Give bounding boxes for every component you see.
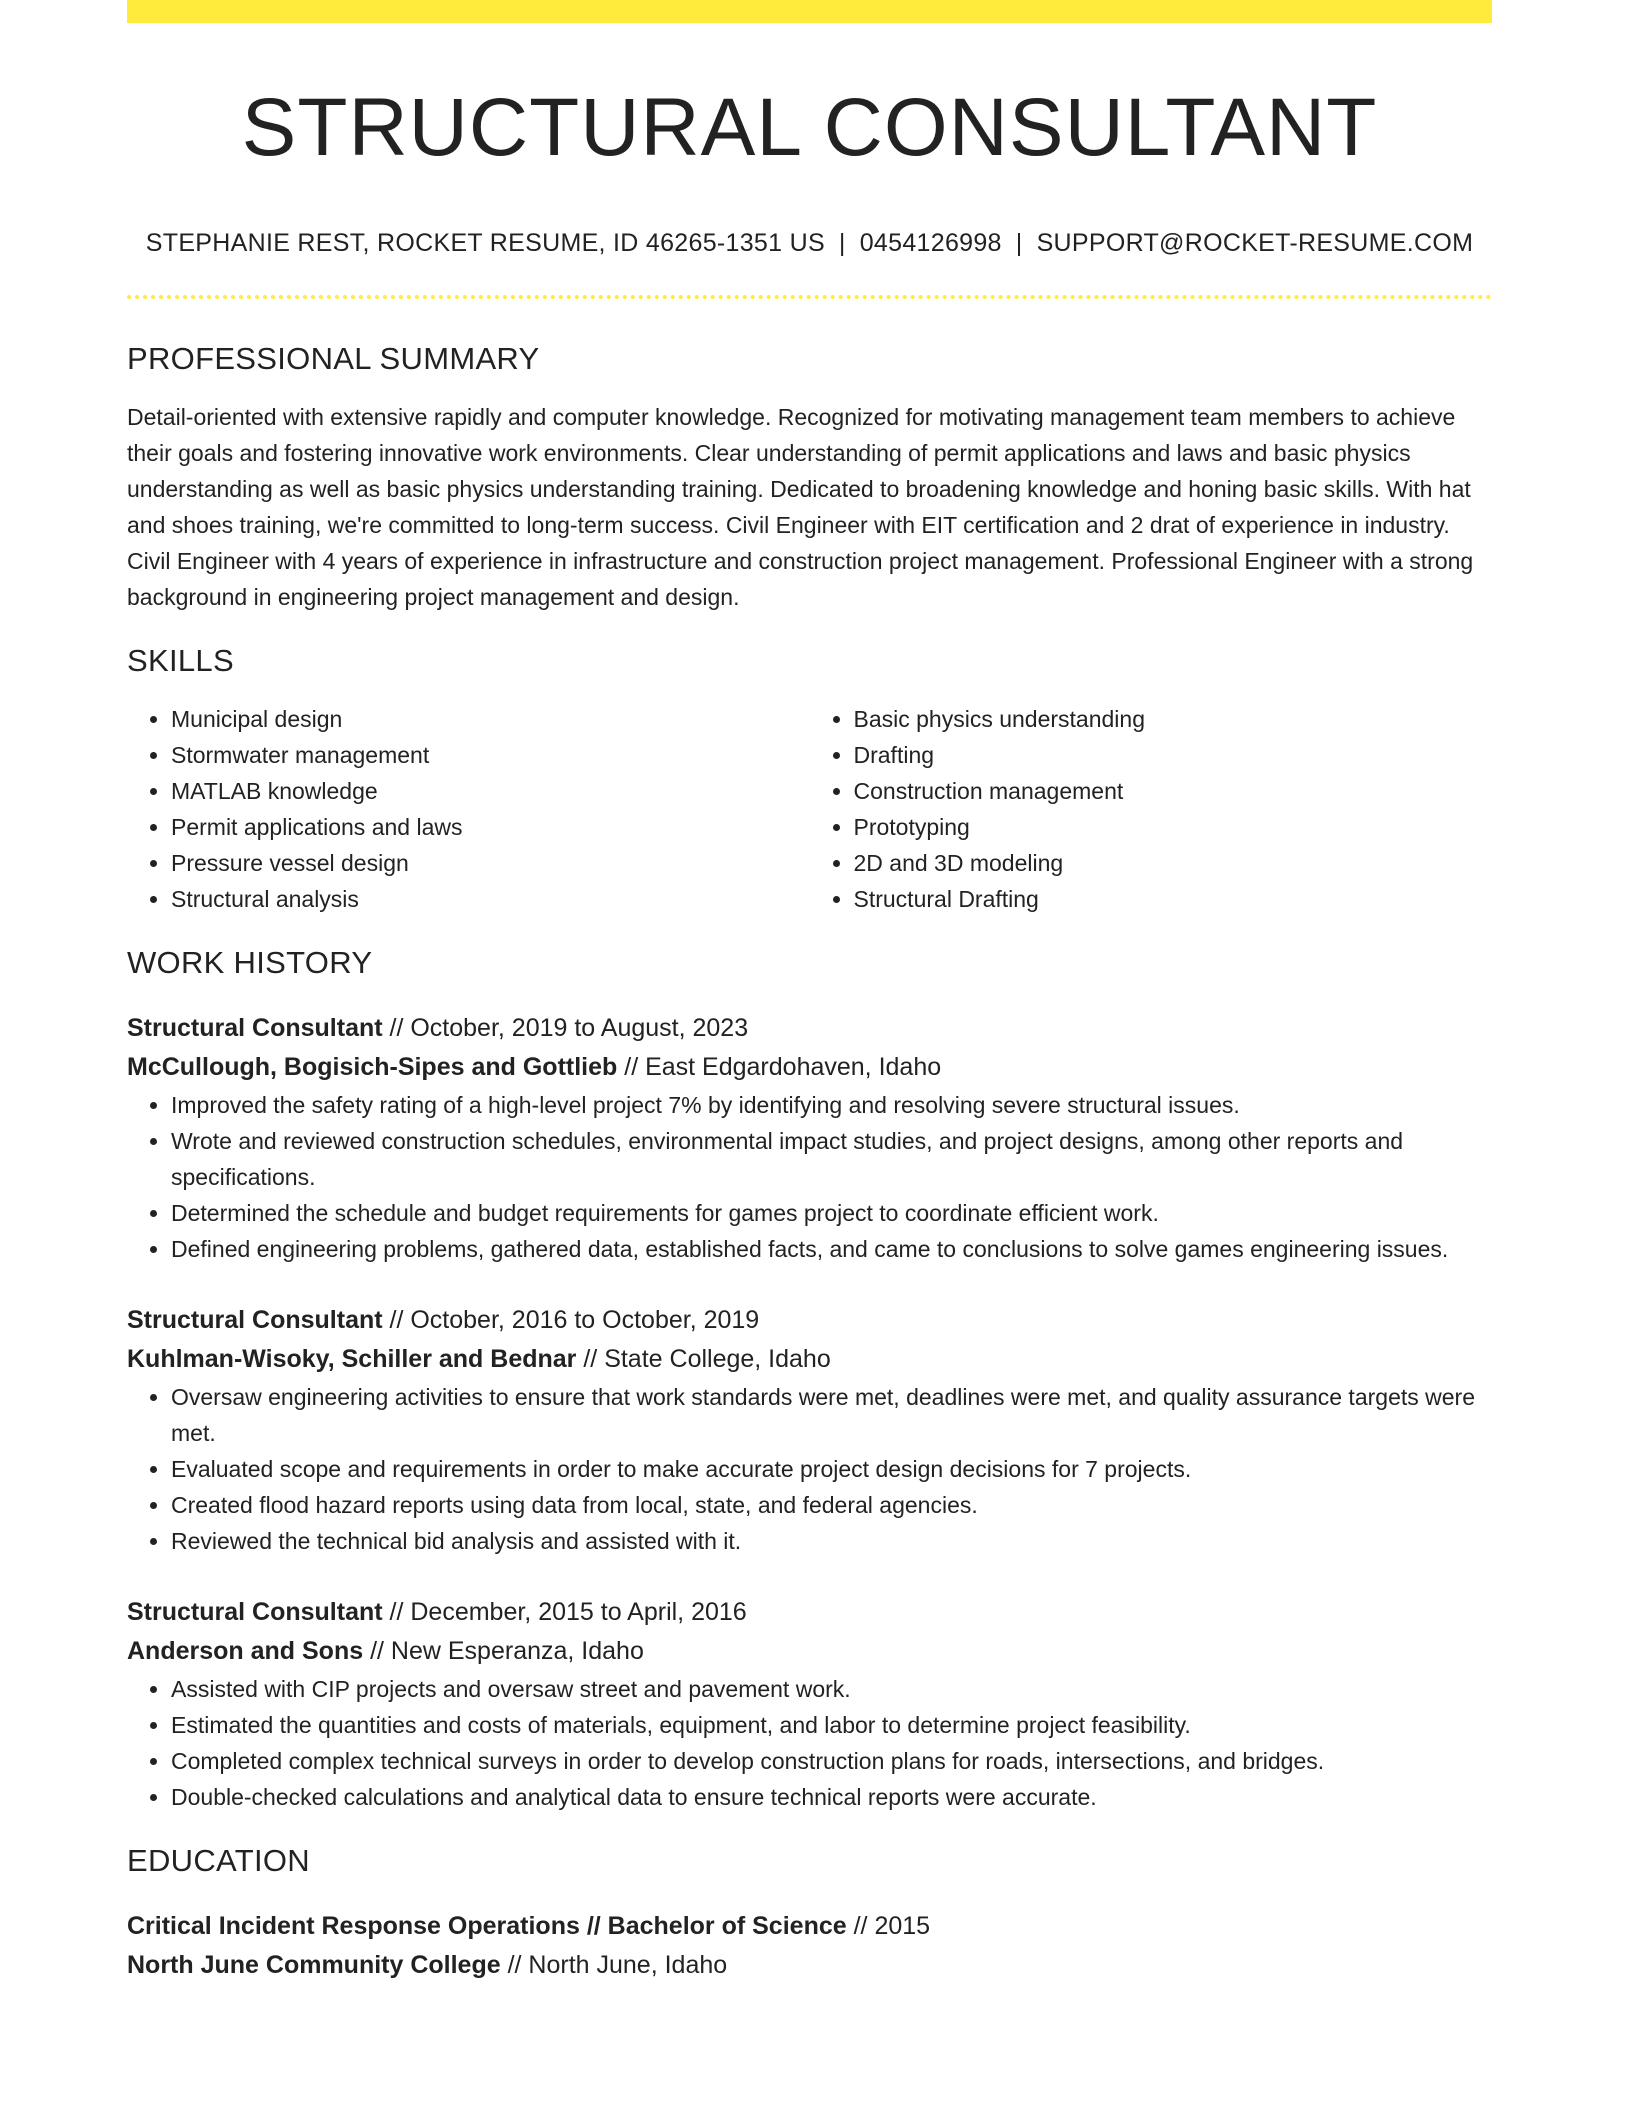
job-bullet: • Double-checked calculations and analytical data to ensure technical reports were accurate. — [171, 1779, 1492, 1815]
job-location: // New Esperanza, Idaho — [363, 1637, 644, 1665]
job-title-line — [127, 1301, 1492, 1340]
education-school-line — [127, 1946, 1492, 1985]
skills-list-right — [810, 701, 1493, 917]
skill-item: • Construction management — [854, 773, 1493, 809]
contact-phone: 0454126998 — [859, 229, 1002, 257]
job-dates: // October, 2019 to August, 2023 — [382, 1014, 749, 1042]
job-bullet: • Determined the schedule and budget requirements for games project to coordinate efficient work. — [171, 1195, 1492, 1231]
skill-item: • Permit applications and laws — [171, 809, 810, 845]
job-company-line — [127, 1340, 1492, 1379]
education-school: North June Community College — [127, 1951, 501, 1979]
skill-item: • MATLAB knowledge — [171, 773, 810, 809]
education-entry — [127, 1907, 1492, 1985]
contact-address: STEPHANIE REST, ROCKET RESUME, ID 46265-1351 US — [145, 229, 825, 257]
contact-separator: | — [838, 229, 846, 257]
job-title: Structural Consultant — [127, 1598, 383, 1626]
education-year: // 2015 — [846, 1912, 931, 1940]
summary-text: Detail-oriented with extensive rapidly and computer knowledge. Recognized for motivating management team members to achieve their goals and fostering innovative work environments. Clear understanding of permit applications and laws and basic physics understanding as well as basic physics understanding training. Dedicated to broadening knowledge and honing basic skills. With hat and shoes training, we're committed to long-term success. Civil Engineer with EIT certification and 2 drat of experience in industry. Civil Engineer with 4 years of experience in infrastructure and construction project management. Professional Engineer with a strong background in engineering project management and design. — [127, 404, 1474, 610]
education-heading: EDUCATION — [127, 1843, 310, 1878]
job-bullets — [127, 1379, 1492, 1559]
job-bullet: • Wrote and reviewed construction schedules, environmental impact studies, and project designs, among other reports and specifications. — [171, 1123, 1492, 1195]
skills-grid — [127, 701, 1492, 917]
resume-title: STRUCTURAL CONSULTANT — [241, 82, 1378, 173]
job-entry — [127, 1593, 1492, 1815]
skill-item: • 2D and 3D modeling — [854, 845, 1493, 881]
job-title-line — [127, 1593, 1492, 1632]
job-bullets — [127, 1671, 1492, 1815]
skill-item: • Structural Drafting — [854, 881, 1493, 917]
job-company-line — [127, 1048, 1492, 1087]
job-entry — [127, 1009, 1492, 1267]
skill-item: • Pressure vessel design — [171, 845, 810, 881]
education-location: // North June, Idaho — [500, 1951, 728, 1979]
job-bullet: • Reviewed the technical bid analysis and assisted with it. — [171, 1523, 1492, 1559]
job-company: Anderson and Sons — [127, 1637, 364, 1665]
skill-item: • Municipal design — [171, 701, 810, 737]
job-bullet: • Oversaw engineering activities to ensure that work standards were met, deadlines were met, and quality assurance targets were met. — [171, 1379, 1492, 1451]
contact-email: SUPPORT@ROCKET-RESUME.COM — [1036, 229, 1474, 257]
job-company: Kuhlman-Wisoky, Schiller and Bednar — [127, 1345, 577, 1373]
job-location: // East Edgardohaven, Idaho — [617, 1053, 942, 1081]
job-company: McCullough, Bogisich-Sipes and Gottlieb — [127, 1053, 618, 1081]
job-title: Structural Consultant — [127, 1306, 383, 1334]
job-bullet: • Estimated the quantities and costs of materials, equipment, and labor to determine project feasibility. — [171, 1707, 1492, 1743]
skills-heading: SKILLS — [127, 643, 234, 678]
resume-content — [127, 0, 1492, 1985]
job-company-line — [127, 1632, 1492, 1671]
contact-line — [127, 228, 1492, 258]
job-bullet: • Improved the safety rating of a high-level project 7% by identifying and resolving severe structural issues. — [171, 1087, 1492, 1123]
job-location: // State College, Idaho — [576, 1345, 831, 1373]
education-degree-line — [127, 1907, 1492, 1946]
job-bullets — [127, 1087, 1492, 1267]
job-bullet: • Completed complex technical surveys in order to develop construction plans for roads, intersections, and bridges. — [171, 1743, 1492, 1779]
job-dates: // December, 2015 to April, 2016 — [382, 1598, 747, 1626]
work-history-heading: WORK HISTORY — [127, 945, 373, 980]
job-entry — [127, 1301, 1492, 1559]
skill-item: • Prototyping — [854, 809, 1493, 845]
job-bullet: • Assisted with CIP projects and oversaw street and pavement work. — [171, 1671, 1492, 1707]
skill-item: • Structural analysis — [171, 881, 810, 917]
contact-separator: | — [1015, 229, 1023, 257]
job-title: Structural Consultant — [127, 1014, 383, 1042]
skill-item: • Basic physics understanding — [854, 701, 1493, 737]
job-bullet: • Created flood hazard reports using data from local, state, and federal agencies. — [171, 1487, 1492, 1523]
skills-list-left — [127, 701, 810, 917]
job-title-line — [127, 1009, 1492, 1048]
summary-heading: PROFESSIONAL SUMMARY — [127, 341, 540, 376]
skill-item: • Drafting — [854, 737, 1493, 773]
job-bullet: • Evaluated scope and requirements in order to make accurate project design decisions for 7 projects. — [171, 1451, 1492, 1487]
dotted-divider — [127, 295, 1492, 299]
job-bullet: • Defined engineering problems, gathered data, established facts, and came to conclusions to solve games engineering issues. — [171, 1231, 1492, 1267]
skill-item: • Stormwater management — [171, 737, 810, 773]
job-dates: // October, 2016 to October, 2019 — [382, 1306, 760, 1334]
education-degree: Critical Incident Response Operations // Bachelor of Science — [127, 1912, 847, 1940]
